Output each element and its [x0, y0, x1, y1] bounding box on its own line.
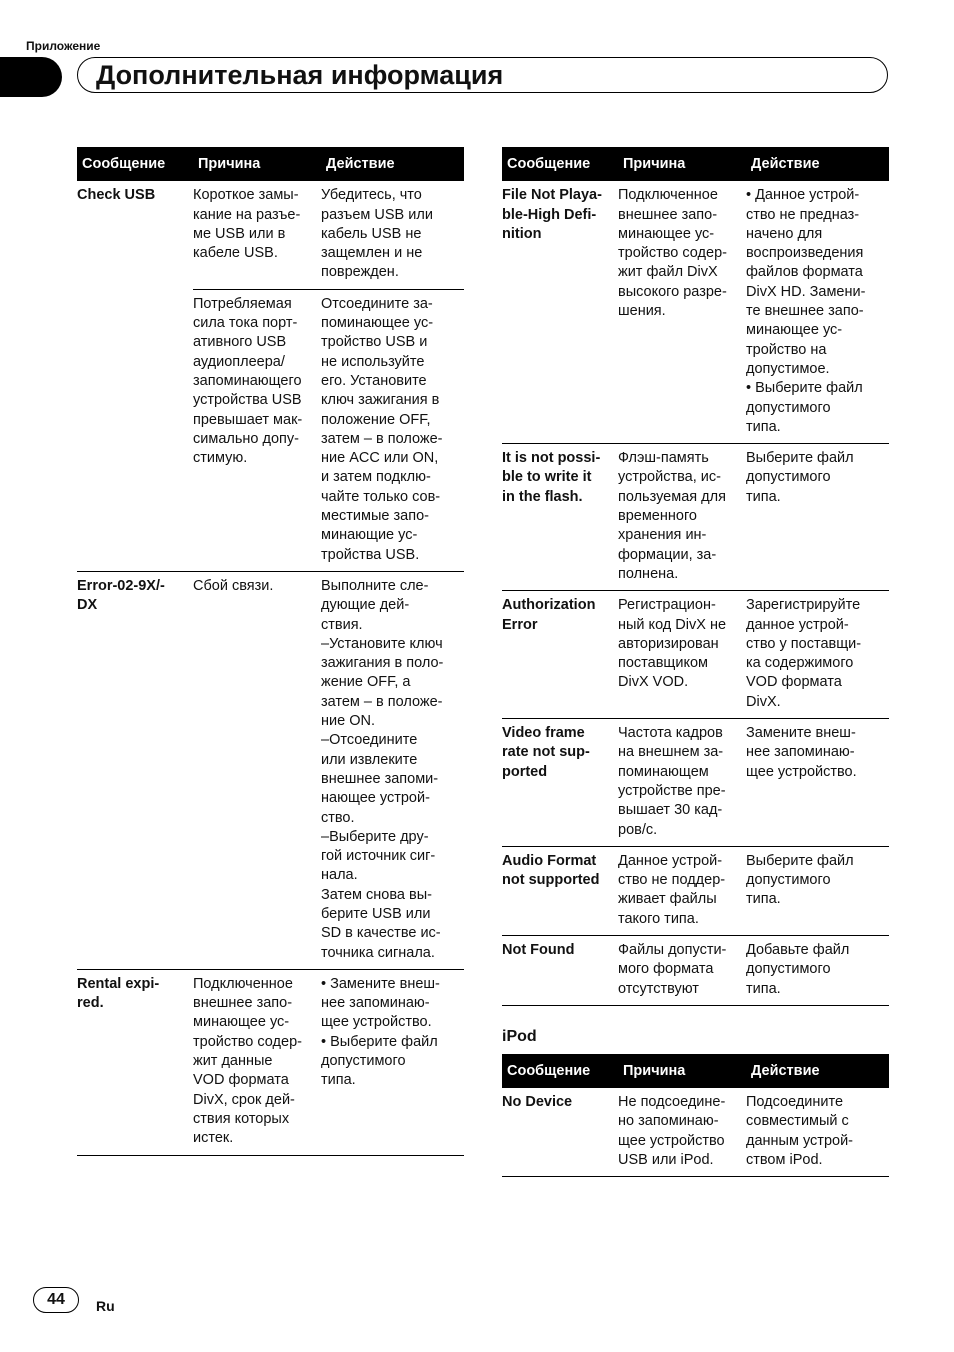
- ipod-message-table: [502, 1054, 889, 1177]
- right-message-table: [502, 147, 889, 1006]
- table-header-row: [502, 147, 889, 181]
- action-cell: • Данное устрой- ство не предназ- начено для воспроизведения файлов формата DivX HD. Замени- те внешнее запо- минающее ус- тройство на допустимое. • Выберите файл допустимого типа.: [746, 181, 889, 443]
- table-row: [502, 591, 889, 719]
- table-row: [502, 444, 889, 591]
- table-row: [502, 181, 889, 443]
- message-cell: Authorization Error: [502, 591, 618, 719]
- right-column: [502, 147, 889, 1177]
- action-cell: Выберите файл допустимого типа.: [746, 846, 889, 935]
- language-code: Ru: [96, 1298, 115, 1314]
- header-cause: Причина: [193, 147, 321, 181]
- header-action: Действие: [321, 147, 464, 181]
- message-cell: It is not possi- ble to write it in the flash.: [502, 444, 618, 591]
- action-cell: Выберите файл допустимого типа.: [746, 444, 889, 591]
- table-row: [502, 935, 889, 1005]
- header-cause: Причина: [618, 147, 746, 181]
- action-cell: Зарегистрируйте данное устрой- ство у поставщи- ка содержимого VOD формата DivX.: [746, 591, 889, 719]
- action-cell: Выполните сле- дующие дей- ствия. –Установите ключ зажигания в поло- жение OFF, а затем – в положе- ние ON. –Отсоедините или извлеките внешнее запоми- нающее устрой- ство. –Выберите дру- гой источник сиг- нала. Затем снова вы- берите USB или SD в качестве ис- точника сигнала.: [321, 571, 464, 969]
- left-column: [77, 147, 464, 1156]
- page-title: Дополнительная информация: [96, 60, 504, 90]
- cause-cell: Сбой связи.: [193, 571, 321, 969]
- cause-cell: Данное устрой- ство не поддер- живает файлы такого типа.: [618, 846, 746, 935]
- action-cell: Отсоедините за- поминающее ус- тройство USB и не используйте его. Установите ключ зажигания в положение OFF, затем – в положе- ние ACC или ON, и затем подклю- чайте только сов- местимые запо- минающие ус- тройства USB.: [321, 289, 464, 571]
- table-row: [502, 846, 889, 935]
- message-cell: Video frame rate not sup- ported: [502, 719, 618, 847]
- action-cell: Замените внеш- нее запоминаю- щее устройство.: [746, 719, 889, 847]
- title-tab-decoration: [0, 57, 62, 97]
- message-cell: Error-02-9X/- DX: [77, 571, 193, 969]
- table-row: [77, 969, 464, 1155]
- cause-cell: Частота кадров на внешнем за- поминающем устройстве пре- вышает 30 кад- ров/с.: [618, 719, 746, 847]
- table-row: [77, 289, 464, 571]
- action-cell: Убедитесь, что разъем USB или кабель USB не защемлен и не поврежден.: [321, 181, 464, 289]
- header-cause: Причина: [618, 1054, 746, 1088]
- message-cell: Rental expi- red.: [77, 969, 193, 1155]
- action-cell: Подсоедините совместимый с данным устрой- ством iPod.: [746, 1088, 889, 1177]
- message-cell: Check USB: [77, 187, 156, 204]
- cause-cell: Регистрацион- ный код DivX не авторизирован поставщиком DivX VOD.: [618, 591, 746, 719]
- section-label: Приложение: [26, 39, 101, 53]
- header-message: Сообщение: [502, 1054, 618, 1088]
- ipod-heading: iPod: [502, 1027, 537, 1045]
- header-message: Сообщение: [502, 147, 618, 181]
- table-header-row: [502, 1054, 889, 1088]
- header-action: Действие: [746, 147, 889, 181]
- table-header-row: [77, 147, 464, 181]
- header-message: Сообщение: [77, 147, 193, 181]
- message-cell: [77, 289, 193, 571]
- cause-cell: Файлы допусти- мого формата отсутствуют: [618, 935, 746, 1005]
- action-cell: Добавьте файл допустимого типа.: [746, 935, 889, 1005]
- page-number: 44: [33, 1287, 79, 1313]
- message-cell: No Device: [502, 1088, 618, 1177]
- header-action: Действие: [746, 1054, 889, 1088]
- table-row: [502, 719, 889, 847]
- cause-cell: Потребляемая сила тока порт- ативного USB аудиоплеера/ запоминающего устройства USB превышает мак- симально допу- стимую.: [193, 289, 321, 571]
- message-cell: Audio Format not supported: [502, 846, 618, 935]
- cause-cell: Подключенное внешнее запо- минающее ус- тройство содер- жит файл DivX высокого разре- шения.: [618, 181, 746, 443]
- table-row: [77, 181, 464, 289]
- cause-cell: Подключенное внешнее запо- минающее ус- тройство содер- жит данные VOD формата DivX, срок дей- ствия которых истек.: [193, 969, 321, 1155]
- cause-cell: Не подсоедине- но запоминаю- щее устройство USB или iPod.: [618, 1088, 746, 1177]
- action-cell: • Замените внеш- нее запоминаю- щее устройство. • Выберите файл допустимого типа.: [321, 969, 464, 1155]
- message-cell: Not Found: [502, 935, 618, 1005]
- table-row: [502, 1088, 889, 1177]
- table-row: [77, 571, 464, 969]
- message-cell: File Not Playa- ble-High Defi- nition: [502, 181, 618, 443]
- cause-cell: Короткое замы- кание на разъе- ме USB или в кабеле USB.: [193, 181, 321, 289]
- left-message-table: [77, 147, 464, 1156]
- cause-cell: Флэш-память устройства, ис- пользуемая для временного хранения ин- формации, за- полнена.: [618, 444, 746, 591]
- title-box: [77, 57, 888, 93]
